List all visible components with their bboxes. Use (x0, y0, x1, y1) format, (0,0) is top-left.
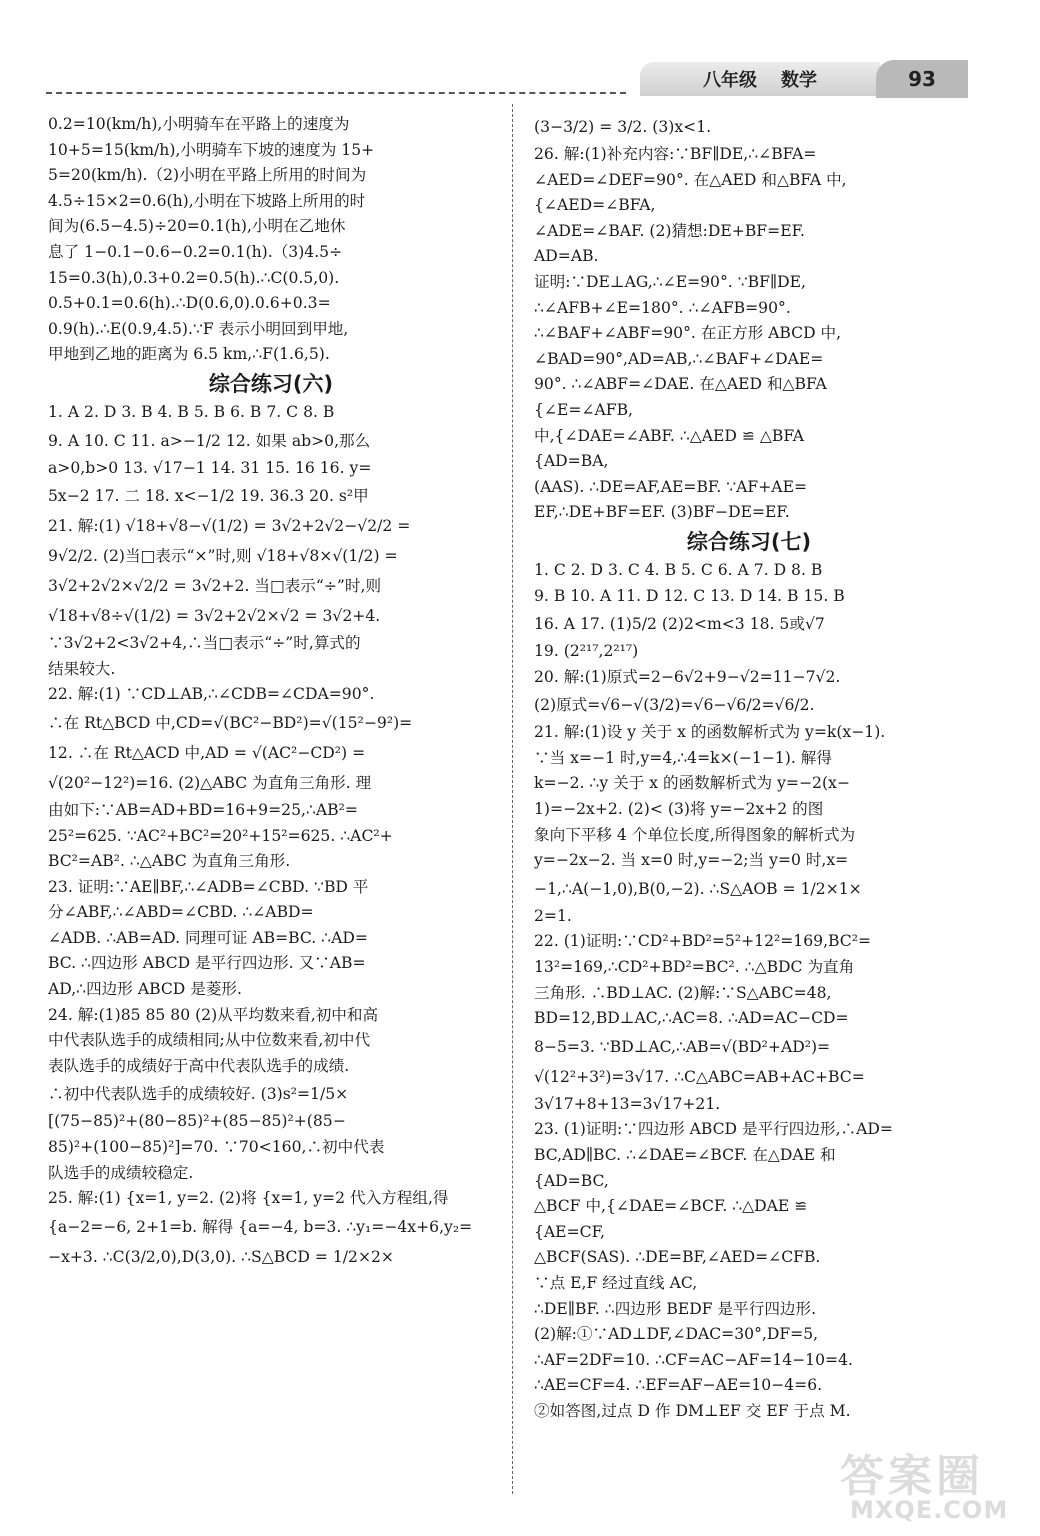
text-line: ∴∠AFB+∠E=180°. ∴∠AFB=90°. (534, 298, 791, 317)
text-line: 结果较大. (48, 659, 116, 678)
text-line: 5x−2 17. 二 18. x<−1/2 19. 36.3 20. s²甲 (48, 487, 369, 506)
text-line: 9√2/2. (2)当□表示“×”时,则 √18+√8×√(1/2) = (48, 547, 398, 566)
text-line: (AAS). ∴DE=AF,AE=BF. ∵AF+AE= (534, 477, 808, 496)
text-line: 12. ∴在 Rt△ACD 中,AD = √(AC²−CD²) = (48, 743, 366, 762)
text-line: {AD=BC, (534, 1171, 609, 1190)
text-line: −1,∴A(−1,0),B(0,−2). ∴S△AOB = 1/2×1× (534, 879, 862, 898)
text-line: △BCF 中,{∠DAE=∠BCF. ∴△DAE ≌ (534, 1197, 808, 1216)
text-line: 表队选手的成绩好于高中代表队选手的成绩. (48, 1056, 350, 1075)
page-number: 93 (876, 60, 968, 98)
text-line: AD,∴四边形 ABCD 是菱形. (48, 980, 242, 999)
text-line: y=−2x−2. 当 x=0 时,y=−2;当 y=0 时,x= (534, 851, 849, 870)
text-line: 4.5÷15×2=0.6(h),小明在下坡路上所用的时 (48, 191, 366, 210)
grade-label: 八年级 (703, 70, 757, 91)
text-line: BD=12,BD⊥AC,∴AC=8. ∴AD=AC−CD= (534, 1009, 849, 1028)
text-line: ∠AED=∠DEF=90°. 在△AED 和△BFA 中, (534, 170, 847, 189)
text-line: ∴AF=2DF=10. ∴CF=AC−AF=14−10=4. (534, 1350, 853, 1369)
text-line: 20. 解:(1)原式=2−6√2+9−√2=11−7√2. (534, 667, 841, 686)
text-line: (2)原式=√6−√(3/2)=√6−√6/2=√6/2. (534, 696, 815, 715)
text-line: ∠ADE=∠BAF. (2)猜想:DE+BF=EF. (534, 221, 805, 240)
text-line: {AD=BA, (534, 452, 609, 471)
text-line: 息了 1−0.1−0.6−0.2=0.1(h).（3)4.5÷ (48, 242, 343, 261)
text-line: 分∠ABF,∴∠ABD=∠CBD. ∴∠ABD= (48, 903, 314, 922)
text-line: EF,∴DE+BF=EF. (3)BF−DE=EF. (534, 503, 790, 522)
text-line: √(12²+3²)=3√17. ∴C△ABC=AB+AC+BC= (534, 1067, 865, 1086)
text-line: ②如答图,过点 D 作 DM⊥EF 交 EF 于点 M. (534, 1401, 851, 1420)
text-line: 25. 解:(1) {x=1, y=2. (2)将 {x=1, y=2 代入方程组,得 (48, 1189, 449, 1208)
text-line: 23. 证明:∵AE∥BF,∴∠ADB=∠CBD. ∵BD 平 (48, 877, 369, 896)
left-column (48, 112, 494, 1272)
text-line: ∵当 x=−1 时,y=4,∴4=k×(−1−1). 解得 (534, 748, 832, 767)
text-line: 24. 解:(1)85 85 80 (2)从平均数来看,初中和高 (48, 1005, 379, 1024)
text-line: (3−3/2) = 3/2. (3)x<1. (534, 118, 712, 136)
text-line: {AE=CF, (534, 1222, 605, 1241)
header-rule (46, 92, 626, 94)
text-line: 1)=−2x+2. (2)< (3)将 y=−2x+2 的图 (534, 800, 824, 819)
text-line: {a−2=−6, 2+1=b. 解得 {a=−4, b=3. ∴y₁=−4x+6,y₂= (48, 1217, 473, 1236)
text-line: (2)解:①∵AD⊥DF,∠DAC=30°,DF=5, (534, 1325, 819, 1344)
text-line: ∠ADB. ∴AB=AD. 同理可证 AB=BC. ∴AD= (48, 928, 368, 947)
text-line: 三角形. ∴BD⊥AC. (2)解:∵S△ABC=48, (534, 983, 832, 1002)
text-line: 5=20(km/h).（2)小明在平路上所用的时间为 (48, 166, 367, 185)
text-line: ∵3√2+2<3√2+4,∴当□表示“÷”时,算式的 (48, 634, 361, 653)
section-heading: 综合练习(七) (686, 529, 812, 554)
text-line: 22. (1)证明:∵CD²+BD²=5²+12²=169,BC²= (534, 932, 872, 951)
text-line: 0.9(h).∴E(0.9,4.5).∵F 表示小明回到甲地, (48, 319, 349, 338)
right-column (534, 112, 964, 1425)
text-line: √(20²−12²)=16. (2)△ABC 为直角三角形. 理 (48, 773, 372, 792)
text-line: ∴在 Rt△BCD 中,CD=√(BC²−BD²)=√(15²−9²)= (48, 713, 413, 732)
text-line: {∠AED=∠BFA, (534, 196, 656, 215)
text-line: 0.2=10(km/h),小明骑车在平路上的速度为 (48, 115, 350, 133)
text-line: −x+3. ∴C(3/2,0),D(3,0). ∴S△BCD = 1/2×2× (48, 1247, 395, 1266)
column-divider (512, 104, 513, 1494)
text-line: 9. A 10. C 11. a>−1/2 12. 如果 ab>0,那么 (48, 431, 371, 450)
section-heading: 综合练习(六) (208, 371, 334, 396)
text-line: 中,{∠DAE=∠ABF. ∴△AED ≌ △BFA (534, 426, 805, 445)
text-line: 2=1. (534, 906, 572, 925)
text-line: 证明:∵DE⊥AG,∴∠E=90°. ∵BF∥DE, (534, 272, 806, 291)
text-line: 队选手的成绩较稳定. (48, 1163, 194, 1182)
subject-label: 数学 (781, 70, 817, 91)
text-line: 22. 解:(1) ∵CD⊥AB,∴∠CDB=∠CDA=90°. (48, 685, 375, 704)
text-line: ∴初中代表队选手的成绩较好. (3)s²=1/5× (48, 1085, 349, 1104)
header-tab (640, 62, 880, 96)
text-line: AD=AB. (534, 247, 599, 266)
text-line: 3√17+8+13=3√17+21. (534, 1094, 721, 1113)
text-line: 由如下:∵AB=AD+BD=16+9=25,∴AB²= (48, 800, 358, 819)
text-line: 13²=169,∴CD²+BD²=BC². ∴△BDC 为直角 (534, 958, 855, 977)
watermark-logo (820, 1440, 1020, 1530)
text-line: BC,AD∥BC. ∴∠DAE=∠BCF. 在△DAE 和 (534, 1146, 836, 1164)
text-line: 23. (1)证明:∵四边形 ABCD 是平行四边形,∴AD= (534, 1120, 893, 1139)
text-line: 8−5=3. ∵BD⊥AC,∴AB=√(BD²+AD²)= (534, 1037, 831, 1056)
text-line: 3√2+2√2×√2/2 = 3√2+2. 当□表示“÷”时,则 (48, 577, 382, 596)
text-line: 10+5=15(km/h),小明骑车下坡的速度为 15+ (48, 140, 375, 159)
text-line: 1. C 2. D 3. C 4. B 5. C 6. A 7. D 8. B (534, 560, 823, 579)
text-line: 1. A 2. D 3. B 4. B 5. B 6. B 7. C 8. B (48, 402, 335, 421)
text-line: 85)²+(100−85)²]=70. ∵70<160,∴初中代表 (48, 1138, 385, 1157)
text-line: 19. (2²¹⁷,2²¹⁷) (534, 642, 639, 661)
text-line: 15=0.3(h),0.3+0.2=0.5(h).∴C(0.5,0). (48, 268, 340, 287)
watermark-url: MXQE.COM (850, 1496, 1009, 1524)
text-line: BC²=AB². ∴△ABC 为直角三角形. (48, 852, 291, 871)
text-line: ∴∠BAF+∠ABF=90°. 在正方形 ABCD 中, (534, 324, 842, 343)
text-line: 象向下平移 4 个单位长度,所得图象的解析式为 (534, 825, 856, 844)
text-line: √18+√8÷√(1/2) = 3√2+2√2×√2 = 3√2+4. (48, 607, 381, 626)
text-line: 0.5+0.1=0.6(h).∴D(0.6,0).0.6+0.3= (48, 294, 331, 313)
text-line: 21. 解:(1)设 y 关于 x 的函数解析式为 y=k(x−1). (534, 723, 886, 742)
text-line: 间为(6.5−4.5)÷20=0.1(h),小明在乙地休 (48, 217, 346, 236)
text-line: 甲地到乙地的距离为 6.5 km,∴F(1.6,5). (48, 345, 330, 364)
text-line: ∵点 E,F 经过直线 AC, (534, 1273, 698, 1292)
text-line: 16. A 17. (1)5/2 (2)2<m<3 18. 5或√7 (534, 615, 825, 634)
watermark-text: 答案圈 (840, 1451, 984, 1502)
text-line: {∠E=∠AFB, (534, 400, 633, 419)
text-line: 21. 解:(1) √18+√8−√(1/2) = 3√2+2√2−√2/2 = (48, 517, 411, 536)
text-line: 26. 解:(1)补充内容:∵BF∥DE,∴∠BFA= (534, 145, 817, 163)
text-line: [(75−85)²+(80−85)²+(85−85)²+(85− (48, 1112, 346, 1131)
text-line: △BCF(SAS). ∴DE=BF,∠AED=∠CFB. (534, 1248, 821, 1267)
text-line: ∴DE∥BF. ∴四边形 BEDF 是平行四边形. (534, 1299, 817, 1318)
text-line: 中代表队选手的成绩相同;从中位数来看,初中代 (48, 1031, 371, 1050)
text-line: 90°. ∴∠ABF=∠DAE. 在△AED 和△BFA (534, 375, 827, 394)
text-line: ∴AE=CF=4. ∴EF=AF−AE=10−4=6. (534, 1376, 823, 1395)
text-line: a>0,b>0 13. √17−1 14. 31 15. 16 16. y= (48, 458, 372, 477)
text-line: 9. B 10. A 11. D 12. C 13. D 14. B 15. B (534, 586, 845, 605)
text-line: BC. ∴四边形 ABCD 是平行四边形. 又∵AB= (48, 954, 366, 973)
text-line: 25²=625. ∵AC²+BC²=20²+15²=625. ∴AC²+ (48, 826, 393, 845)
text-line: k=−2. ∴y 关于 x 的函数解析式为 y=−2(x− (534, 774, 850, 793)
text-line: ∠BAD=90°,AD=AB,∴∠BAF+∠DAE= (534, 349, 824, 368)
